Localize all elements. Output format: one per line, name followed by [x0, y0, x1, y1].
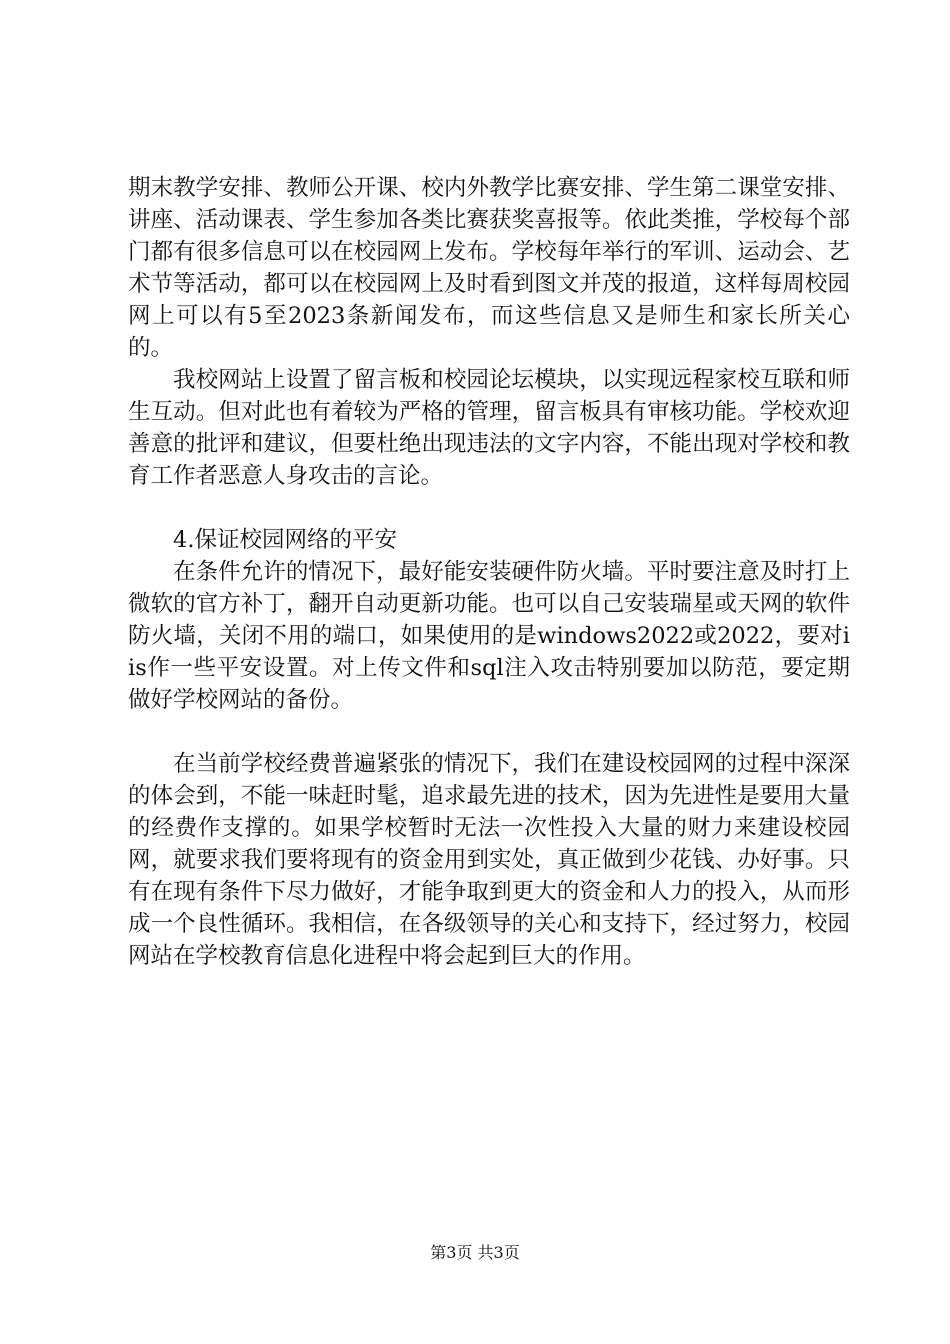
section-heading-network-security: 4.保证校园网络的平安 — [173, 527, 397, 553]
paragraph-conclusion: 在当前学校经费普遍紧张的情况下，我们在建设校园网的过程中深深的体会到，不能一味赶时髦，追求最先进的技术，因为先进性是要用大量的经费作支撑的。如果学校暂时无法一次性投入大量的财力来建设校园网，就要求我们要将现有的资金用到实处，真正做到少花钱、办好事。只有在现有条件下尽力做好，才能争取到更大的资金和人力的投入，从而形成一个良性循环。我相信，在各级领导的关心和支持下，经过努力，校园网站在学校教育信息化进程中将会起到巨大的作用。 — [128, 751, 850, 969]
document-body — [128, 172, 850, 972]
paragraph-spacer — [128, 492, 850, 524]
paragraph-spacer — [128, 716, 850, 748]
paragraph-news-continuation: 期末教学安排、教师公开课、校内外教学比赛安排、学生第二课堂安排、讲座、活动课表、学生参加各类比赛获奖喜报等。依此类推，学校每个部门都有很多信息可以在校园网上发布。学校每年举行的军训、运动会、艺术节等活动，都可以在校园网上及时看到图文并茂的报道，这样每周校园网上可以有5至2023条新闻发布，而这些信息又是师生和家长所关心的。 — [128, 175, 850, 361]
page-footer: 第3页 共3页 — [430, 1243, 520, 1262]
paragraph-firewall: 在条件允许的情况下，最好能安装硬件防火墙。平时要注意及时打上微软的官方补丁，翻开自动更新功能。也可以自己安装瑞星或天网的软件防火墙，关闭不用的端口，如果使用的是windows2022或2022，要对iis作一些平安设置。对上传文件和sql注入攻击特别要加以防范，要定期做好学校网站的备份。 — [128, 559, 850, 713]
paragraph-message-board: 我校网站上设置了留言板和校园论坛模块，以实现远程家校互联和师生互动。但对此也有着较为严格的管理，留言板具有审核功能。学校欢迎善意的批评和建议，但要杜绝出现违法的文字内容，不能出现对学校和教育工作者恶意人身攻击的言论。 — [128, 367, 850, 489]
